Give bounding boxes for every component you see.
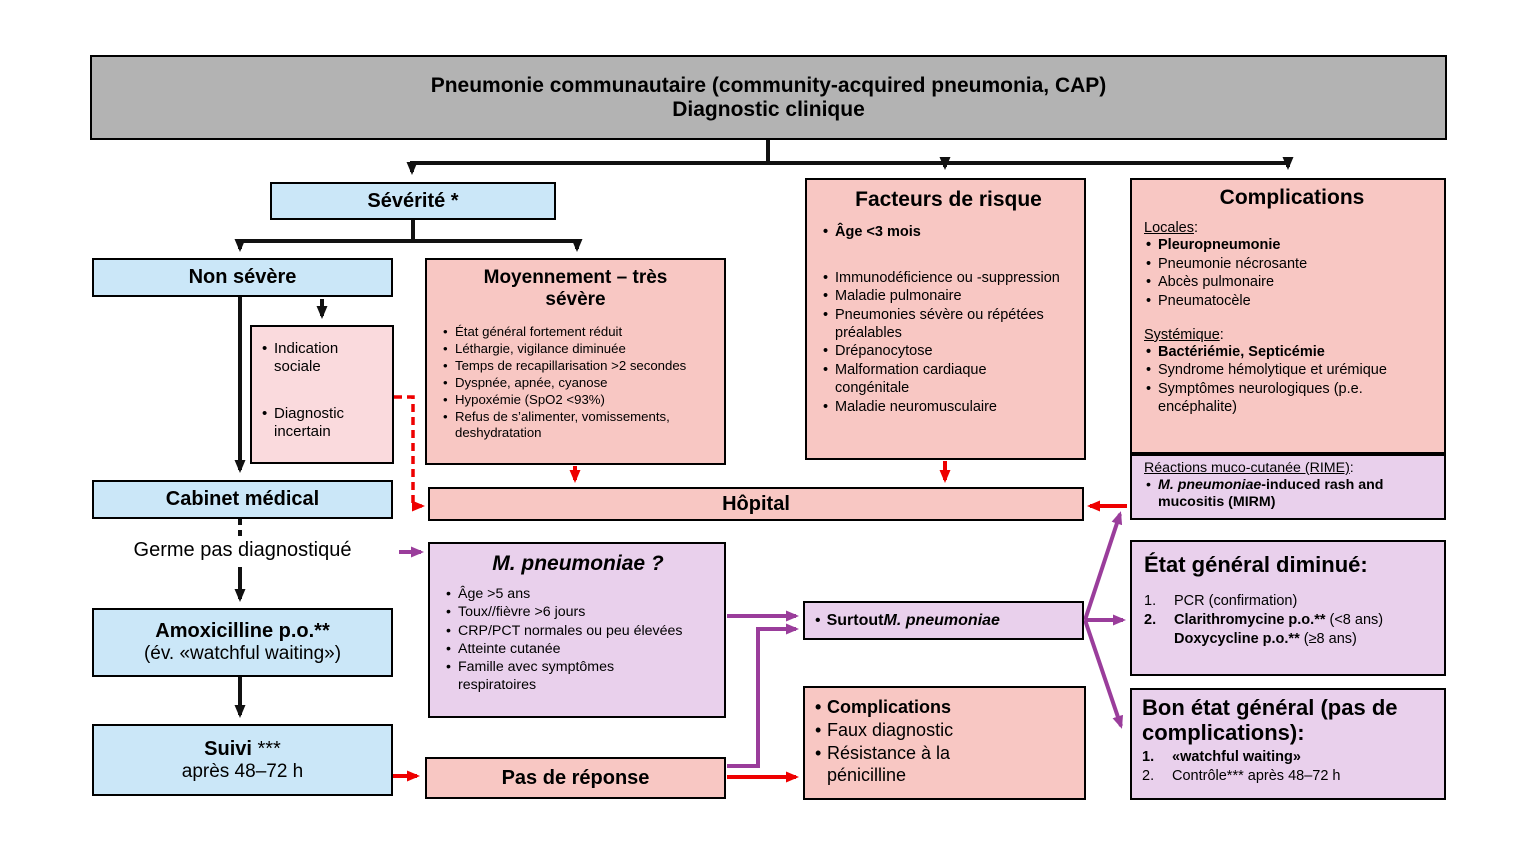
moderate-severe-title: Moyennement – très sévère — [483, 267, 668, 311]
moderate-severe-box — [425, 258, 726, 465]
amoxicillin-line2: (év. «watchful waiting») — [143, 643, 342, 664]
rime-rest: -induced rash and mucositis (MIRM) — [1158, 477, 1384, 511]
mpneumoniae-item: • Toux//fièvre >6 jours — [444, 604, 718, 621]
etat-item — [1174, 630, 1440, 649]
bon-etat-item: «watchful waiting» — [1172, 749, 1301, 766]
consequence-item: • Résistance à la pénicilline — [813, 743, 1007, 787]
mpneumoniae-item: • CRP/PCT normales ou peu élevées — [444, 623, 718, 640]
header-line1: Pneumonie communautaire (community-acquired pneumonia, CAP) — [430, 73, 1107, 97]
drug-detail: (<8 ans) — [1325, 611, 1384, 628]
surtout-label: Surtout — [826, 611, 884, 629]
social-item: • Indication sociale — [260, 340, 388, 377]
risk-factor-item: • Pneumonies sévère ou répétées préalables — [821, 307, 1065, 342]
list-number: 1. — [1142, 749, 1155, 766]
cabinet-medical-box — [92, 480, 393, 519]
list-number: 2. — [1142, 768, 1155, 785]
bon-etat-box — [1130, 688, 1446, 800]
social-indication-box — [250, 325, 394, 464]
mpneumoniae-box — [428, 542, 726, 718]
moderate-item: • Dyspnée, apnée, cyanose — [441, 375, 718, 391]
pas-de-reponse-label: Pas de réponse — [501, 766, 650, 789]
suivi-line2: après 48–72 h — [181, 760, 304, 782]
bon-etat-item: Contrôle*** après 48–72 h — [1172, 768, 1341, 785]
complication-item: • Bactériémie, Septicémie — [1144, 344, 1440, 362]
complications-systemic-heading: Systémique — [1144, 326, 1220, 343]
bullet: • — [815, 611, 821, 629]
mpneumoniae-item: • Atteinte cutanée — [444, 641, 718, 658]
surtout-mpneumoniae-box — [803, 601, 1084, 640]
complication-item: • Symptômes neurologiques (p.e. encéphalite) — [1144, 381, 1418, 416]
risk-factors-title: Facteurs de risque — [855, 188, 1042, 211]
colon: : — [1349, 460, 1354, 476]
complications-box — [1130, 178, 1446, 454]
consequences-box — [803, 686, 1086, 800]
suivi-stars: *** — [251, 737, 281, 760]
surtout-pathogen: M. pneumoniae — [883, 611, 1000, 629]
severity-label: Sévérité * — [367, 189, 459, 212]
colon: : — [1219, 326, 1224, 343]
moderate-item: • État général fortement réduit — [441, 324, 718, 340]
amoxicillin-box — [92, 608, 393, 677]
list-number: 1. — [1144, 593, 1157, 609]
severity-box — [270, 182, 556, 220]
etat-item: PCR (confirmation) — [1174, 593, 1298, 609]
etat-item — [1174, 611, 1440, 630]
social-item: • Diagnostic incertain — [260, 405, 388, 442]
complication-item: • Abcès pulmonaire — [1144, 274, 1440, 292]
risk-factor-item: • Maladie pulmonaire — [821, 288, 1080, 306]
complication-item: • Pneumatocèle — [1144, 293, 1440, 311]
drug-name: Clarithromycine p.o.** — [1174, 611, 1326, 628]
moderate-item: • Hypoxémie (SpO2 <93%) — [441, 392, 718, 408]
etat-diminue-box — [1130, 540, 1446, 676]
risk-factor-item: • Immunodéficience ou -suppression — [821, 270, 1080, 288]
risk-factor-item: • Âge <3 mois — [821, 224, 1080, 242]
moderate-item: • Refus de s’alimenter, vomissements, deshydratation — [441, 409, 718, 441]
amoxicillin-line1: Amoxicilline p.o.** — [155, 620, 330, 642]
mpneumoniae-item: • Âge >5 ans — [444, 586, 718, 603]
rime-heading: Réactions muco-cutanée (RIME) — [1144, 460, 1350, 476]
hopital-label: Hôpital — [722, 492, 790, 515]
etat-diminue-title: État général diminué: — [1144, 552, 1368, 577]
cabinet-medical-label: Cabinet médical — [165, 488, 320, 510]
complication-item: • Pleuropneumonie — [1144, 237, 1440, 255]
rime-box — [1130, 454, 1446, 520]
pas-de-reponse-box — [425, 757, 726, 799]
risk-factors-box — [805, 178, 1086, 460]
header-title-box — [90, 55, 1447, 140]
risk-factor-item: • Maladie neuromusculaire — [821, 399, 1080, 417]
complication-item: • Pneumonie nécrosante — [1144, 256, 1440, 274]
suivi-label: Suivi — [204, 737, 252, 760]
rime-pathogen: M. pneumoniae — [1158, 477, 1262, 493]
complication-item: • Syndrome hémolytique et urémique — [1144, 362, 1440, 380]
moderate-item: • Temps de recapillarisation >2 secondes — [441, 358, 718, 374]
mpneumoniae-item: • Famille avec symptômes respiratoires — [444, 659, 678, 694]
drug-name: Doxycycline p.o.** — [1174, 630, 1300, 647]
non-severe-box — [92, 258, 393, 297]
mpneumoniae-title: M. pneumoniae ? — [492, 552, 664, 575]
hopital-box — [428, 487, 1084, 521]
consequence-item: • Complications — [813, 697, 1082, 719]
bon-etat-title: Bon état général (pas de complications): — [1142, 695, 1398, 745]
drug-detail: (≥8 ans) — [1299, 630, 1357, 647]
complications-local-heading: Locales — [1144, 220, 1194, 236]
consequence-item: • Faux diagnostic — [813, 720, 1082, 742]
colon: : — [1193, 220, 1199, 236]
header-line2: Diagnostic clinique — [672, 97, 865, 121]
risk-factor-item: • Drépanocytose — [821, 343, 1080, 361]
germe-pas-diagnostique-label: Germe pas diagnostiqué — [133, 539, 352, 561]
complications-title: Complications — [1219, 186, 1365, 209]
moderate-item: • Léthargie, vigilance diminuée — [441, 341, 718, 357]
list-number — [1144, 630, 1174, 649]
suivi-box — [92, 724, 393, 796]
list-number: 2. — [1144, 611, 1157, 628]
risk-factor-item: • Malformation cardiaque congénitale — [821, 362, 1025, 397]
non-severe-label: Non sévère — [188, 266, 297, 288]
